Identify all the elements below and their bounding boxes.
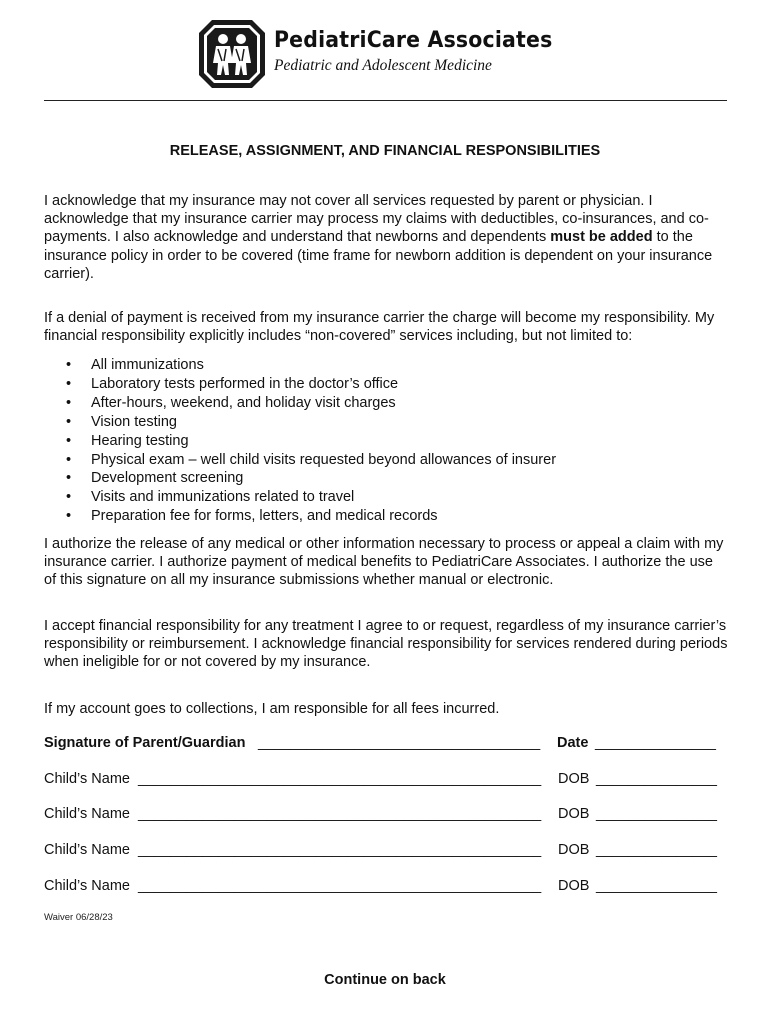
paragraph-insurance-coverage	[44, 192, 728, 283]
non-covered-services-list	[66, 356, 556, 526]
paragraph-denial-of-payment: If a denial of payment is received from my insurance carrier the charge will become my responsibility. My financial responsibility explicitly includes “non-covered” services including, but not limited to:	[44, 310, 715, 345]
header-divider	[44, 100, 727, 101]
logo-icon	[198, 19, 266, 89]
brand-tagline: Pediatric and Adolescent Medicine	[274, 57, 492, 74]
child-row-3	[44, 842, 724, 862]
parent-signature-field[interactable]: ___________________________________	[258, 735, 541, 751]
list-item: • After-hours, weekend, and holiday visit charges	[66, 394, 556, 413]
list-item: • Development screening	[66, 469, 556, 488]
dob-field[interactable]: _______________	[596, 878, 717, 894]
dob-label: DOB	[558, 842, 590, 858]
para1-text-a: I acknowledge that my insurance may not cover all services requested by parent or physician. I acknowledge that my insurance carrier may process my claims with deductibles, co-insurances, and co-payments. I also acknowledge and understand that newborns and dependents	[44, 193, 709, 246]
list-item: • Physical exam – well child visits requested beyond allowances of insurer	[66, 451, 556, 470]
child-name-label: Child’s Name	[44, 771, 130, 787]
paragraph-authorization: I authorize the release of any medical or other information necessary to process or appeal a claim with my insurance carrier. I authorize payment of medical benefits to PediatriCare Associates. I authorize the use of this signature on all my insurance submissions whether manual or electronic.	[44, 536, 724, 589]
child-name-field[interactable]: __________________________________________________	[138, 842, 542, 858]
continue-on-back-note: Continue on back	[324, 972, 446, 988]
child-name-field[interactable]: __________________________________________________	[138, 771, 542, 787]
dob-label: DOB	[558, 771, 590, 787]
dob-label: DOB	[558, 806, 590, 822]
list-item: • Preparation fee for forms, letters, and medical records	[66, 507, 556, 526]
list-item: • Hearing testing	[66, 432, 556, 451]
dob-field[interactable]: _______________	[596, 771, 717, 787]
child-row-4	[44, 878, 724, 898]
dob-label: DOB	[558, 878, 590, 894]
paragraph-collections: If my account goes to collections, I am responsible for all fees incurred.	[44, 701, 500, 717]
brand-name: PediatriCare Associates	[274, 28, 553, 53]
document-title: RELEASE, ASSIGNMENT, AND FINANCIAL RESPONSIBILITIES	[169, 143, 601, 159]
parent-signature-row	[44, 735, 724, 755]
list-item: • All immunizations	[66, 356, 556, 375]
date-field[interactable]: _______________	[595, 735, 716, 751]
para1-text-b: to the insurance policy in order to be covered (time frame for newborn addition is dependent on your insurance carrier).	[44, 229, 713, 282]
list-item: • Laboratory tests performed in the doctor’s office	[66, 375, 556, 394]
child-name-field[interactable]: __________________________________________________	[138, 806, 542, 822]
child-name-label: Child’s Name	[44, 842, 130, 858]
dob-field[interactable]: _______________	[596, 806, 717, 822]
list-item: • Vision testing	[66, 413, 556, 432]
date-label: Date	[557, 735, 589, 751]
dob-field[interactable]: _______________	[596, 842, 717, 858]
parent-signature-label: Signature of Parent/Guardian	[44, 735, 246, 751]
child-row-1	[44, 771, 724, 791]
child-name-label: Child’s Name	[44, 806, 130, 822]
form-version-code: Waiver 06/28/23	[44, 912, 113, 923]
list-item: • Visits and immunizations related to travel	[66, 488, 556, 507]
child-name-label: Child’s Name	[44, 878, 130, 894]
para1-bold-text: must be added	[550, 229, 653, 246]
child-name-field[interactable]: __________________________________________________	[138, 878, 542, 894]
paragraph-financial-responsibility: I accept financial responsibility for any treatment I agree to or request, regardless of my insurance carrier’s responsibility or reimbursement. I acknowledge financial responsibility for services rendered during periods when ineligible for or not covered by my insurance.	[44, 618, 728, 671]
child-row-2	[44, 806, 724, 826]
